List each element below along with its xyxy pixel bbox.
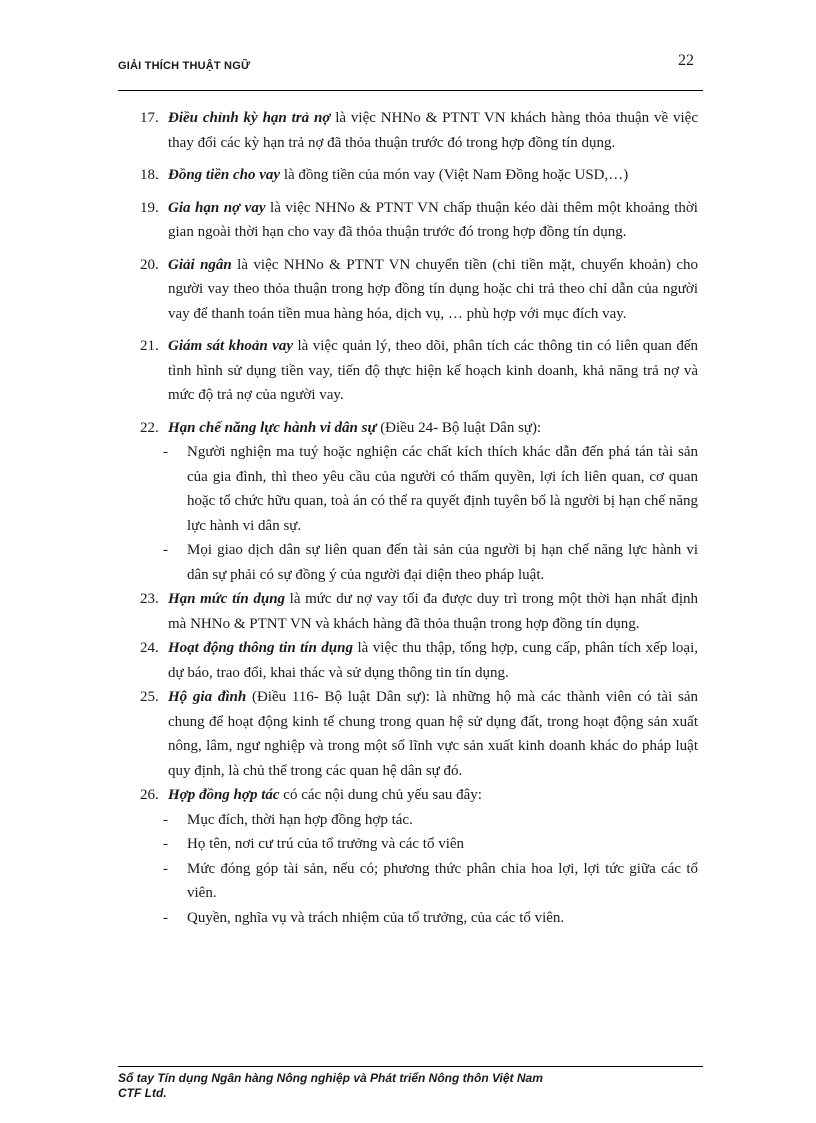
item-term: Hạn chế năng lực hành vi dân sự: [168, 419, 377, 436]
item-text: có các nội dung chủ yếu sau đây:: [279, 787, 482, 803]
item-text: là việc NHNo & PTNT VN chuyển tiền (chi tiền mặt, chuyển khoản) cho người vay theo thỏa thuận trong hợp đồng tín dụng hoặc chi trả theo chỉ dẫn của người vay để thanh toán tiền mua hàng hóa, dịch vụ, … phù hợp với mục đích vay.: [168, 256, 698, 322]
glossary-item-20: [140, 253, 698, 327]
item-number: 23.: [140, 591, 159, 607]
glossary-list: [140, 106, 698, 930]
item-number: 20.: [140, 256, 159, 273]
dash-bullet: -: [163, 444, 168, 460]
item-number: 24.: [140, 640, 159, 656]
glossary-item-18: [140, 163, 698, 188]
item-term: Đồng tiền cho vay: [168, 167, 281, 183]
item-text: là việc NHNo & PTNT VN khách hàng thỏa thuận về việc thay đổi các kỳ hạn trả nợ đã thỏa thuận trước đó trong hợp đồng tín dụng.: [168, 110, 698, 151]
item-term: Giải ngân: [168, 256, 232, 273]
dash-bullet: -: [163, 860, 168, 877]
sub-item: [140, 808, 698, 833]
item-number: 17.: [140, 110, 159, 126]
sub-item-text: Mọi giao dịch dân sự liên quan đến tài sản của người bị hạn chế năng lực hành vi dân sự phải có sự đồng ý của người đại diện theo pháp luật.: [187, 542, 698, 583]
sub-item: [140, 832, 698, 857]
item-number: 18.: [140, 167, 159, 183]
glossary-item-25: [140, 685, 698, 783]
item-number: 26.: [140, 787, 159, 803]
item-text: (Điều 116- Bộ luật Dân sự): là những hộ mà các thành viên có tài sản chung để hoạt động kinh tế chung trong quan hệ sử dụng đất, trong hoạt động sản xuất nông, lâm, ngư nghiệp và trong một số lĩnh vực sản xuất kinh doanh khác do pháp luật quy định, là chủ thể trong các quan hệ dân sự đó.: [168, 689, 699, 779]
item-term: Gia hạn nợ vay: [168, 199, 266, 216]
item-term: Hoạt động thông tin tín dụng: [168, 640, 353, 656]
glossary-item-22: [140, 416, 698, 588]
glossary-item-24: [140, 636, 698, 685]
glossary-item-26: [140, 783, 698, 930]
item-text: (Điều 24- Bộ luật Dân sự):: [376, 419, 542, 436]
dash-bullet: -: [163, 836, 168, 852]
footer-line-2: CTF Ltd.: [118, 1086, 167, 1100]
footer-divider: [118, 1066, 703, 1067]
dash-bullet: -: [163, 909, 168, 926]
sub-item-text: Họ tên, nơi cư trú của tổ trưởng và các tổ viên: [187, 836, 465, 852]
footer-line-1: Sổ tay Tín dụng Ngân hàng Nông nghiệp và Phát triển Nông thôn Việt Nam: [118, 1071, 543, 1085]
header-title: GIẢI THÍCH THUẬT NGỮ: [118, 60, 251, 72]
dash-bullet: -: [163, 811, 168, 828]
item-term: Điều chỉnh kỳ hạn trả nợ: [168, 110, 331, 126]
sub-item-text: Mức đóng góp tài sản, nếu có; phương thức phân chia hoa lợi, lợi tức giữa các tổ viên.: [187, 860, 698, 901]
glossary-item-19: [140, 196, 698, 245]
item-number: 19.: [140, 199, 159, 216]
sub-item-text: Quyền, nghĩa vụ và trách nhiệm của tổ trưởng, của các tổ viên.: [187, 909, 565, 926]
sub-item: [140, 906, 698, 931]
item-text: là việc thu thập, tổng hợp, cung cấp, phân tích xếp loại, dự báo, trao đổi, khai thác và sử dụng thông tin tín dụng.: [168, 640, 698, 681]
sub-item: [140, 857, 698, 906]
item-text: là mức dư nợ vay tối đa được duy trì trong một thời hạn nhất định mà NHNo & PTNT VN và khách hàng đã thỏa thuận trong hợp đồng tín dụng.: [168, 591, 698, 632]
glossary-item-21: [140, 334, 698, 408]
item-number: 25.: [140, 689, 159, 705]
item-term: Hợp đồng hợp tác: [168, 787, 280, 803]
sub-item-text: Người nghiện ma tuý hoặc nghiện các chất kích thích khác dẫn đến phá tán tài sản của gia đình, thì theo yêu cầu của người có thẩm quyền, lợi ích liên quan, cơ quan hoặc tổ chức hữu quan, toà án có thể ra quyết định tuyên bố là người bị hạn chế năng lực hành vi dân sự.: [187, 444, 698, 534]
item-number: 21.: [140, 338, 159, 354]
item-term: Giám sát khoản vay: [168, 338, 294, 354]
header-divider: [118, 90, 703, 91]
glossary-item-23: [140, 587, 698, 636]
item-text: là đồng tiền của món vay (Việt Nam Đồng hoặc USD,…): [280, 167, 629, 183]
sub-item-text: Mục đích, thời hạn hợp đồng hợp tác.: [187, 811, 413, 828]
dash-bullet: -: [163, 542, 168, 558]
sub-item: [140, 440, 698, 538]
item-number: 22.: [140, 419, 159, 436]
item-term: Hộ gia đình: [168, 689, 247, 705]
glossary-item-17: [140, 106, 698, 155]
item-text: là việc quản lý, theo dõi, phân tích các thông tin có liên quan đến tình hình sử dụng tiền vay, tiến độ thực hiện kế hoạch kinh doanh, khả năng trả nợ và mức độ trả nợ của người vay.: [168, 338, 698, 403]
item-text: là việc NHNo & PTNT VN chấp thuận kéo dài thêm một khoảng thời gian ngoài thời hạn cho vay đã thỏa thuận trước đó trong hợp đồng tín dụng.: [168, 199, 698, 240]
footer-text: [118, 1071, 543, 1101]
sub-item: [140, 538, 698, 587]
item-term: Hạn mức tín dụng: [168, 591, 286, 607]
page-number: 22: [678, 52, 694, 69]
